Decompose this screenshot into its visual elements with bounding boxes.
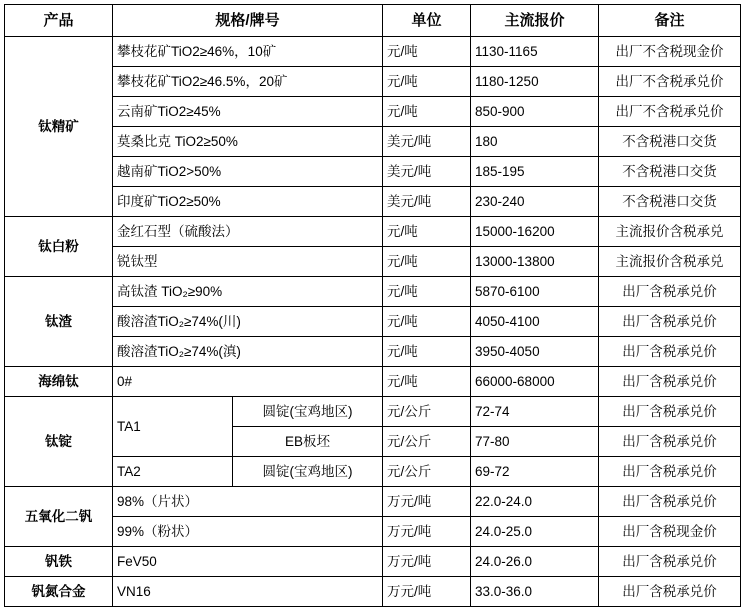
price-cell: 230-240 [471, 187, 599, 217]
spec-cell: EB板坯 [233, 427, 383, 457]
note-cell: 出厂含税现金价 [599, 517, 741, 547]
table-row [5, 577, 741, 607]
unit-cell: 万元/吨 [383, 547, 471, 577]
note-cell: 出厂不含税现金价 [599, 37, 741, 67]
spec-cell: 圆锭(宝鸡地区) [233, 457, 383, 487]
unit-cell: 元/公斤 [383, 457, 471, 487]
price-cell: 69-72 [471, 457, 599, 487]
grade-cell: TA1 [113, 397, 233, 457]
category-cell: 钛锭 [5, 397, 113, 487]
table-row [5, 277, 741, 307]
unit-cell: 元/公斤 [383, 397, 471, 427]
unit-cell: 万元/吨 [383, 487, 471, 517]
unit-cell: 元/吨 [383, 97, 471, 127]
table-row [5, 127, 741, 157]
table-row [5, 337, 741, 367]
note-cell: 不含税港口交货 [599, 187, 741, 217]
note-cell: 出厂含税承兑价 [599, 307, 741, 337]
category-cell: 海绵钛 [5, 367, 113, 397]
header-product: 产品 [5, 5, 113, 37]
unit-cell: 元/吨 [383, 67, 471, 97]
table-row [5, 547, 741, 577]
spec-cell: 莫桑比克 TiO2≥50% [113, 127, 383, 157]
spec-cell: 越南矿TiO2>50% [113, 157, 383, 187]
unit-cell: 元/吨 [383, 247, 471, 277]
category-cell: 钛精矿 [5, 37, 113, 217]
spec-cell: 0# [113, 367, 383, 397]
table-row [5, 67, 741, 97]
header-price: 主流报价 [471, 5, 599, 37]
spec-cell: 酸溶渣TiO₂≥74%(滇) [113, 337, 383, 367]
note-cell: 出厂含税承兑价 [599, 547, 741, 577]
table-row [5, 517, 741, 547]
table-row [5, 367, 741, 397]
table-row [5, 247, 741, 277]
unit-cell: 万元/吨 [383, 577, 471, 607]
unit-cell: 元/吨 [383, 337, 471, 367]
price-cell: 850-900 [471, 97, 599, 127]
price-cell: 5870-6100 [471, 277, 599, 307]
note-cell: 不含税港口交货 [599, 157, 741, 187]
price-cell: 185-195 [471, 157, 599, 187]
note-cell: 主流报价含税承兑 [599, 217, 741, 247]
category-cell: 钒铁 [5, 547, 113, 577]
note-cell: 不含税港口交货 [599, 127, 741, 157]
category-cell: 钛白粉 [5, 217, 113, 277]
note-cell: 出厂含税承兑价 [599, 577, 741, 607]
spec-cell: 圆锭(宝鸡地区) [233, 397, 383, 427]
note-cell: 主流报价含税承兑 [599, 247, 741, 277]
table-row [5, 217, 741, 247]
spec-cell: 攀枝花矿TiO2≥46%，10矿 [113, 37, 383, 67]
category-cell: 钛渣 [5, 277, 113, 367]
unit-cell: 元/吨 [383, 217, 471, 247]
spec-cell: 印度矿TiO2≥50% [113, 187, 383, 217]
spec-cell: VN16 [113, 577, 383, 607]
note-cell: 出厂含税承兑价 [599, 397, 741, 427]
table-row [5, 97, 741, 127]
spec-cell: 锐钛型 [113, 247, 383, 277]
header-spec: 规格/牌号 [113, 5, 383, 37]
note-cell: 出厂含税承兑价 [599, 487, 741, 517]
category-cell: 五氧化二钒 [5, 487, 113, 547]
spec-cell: 酸溶渣TiO₂≥74%(川) [113, 307, 383, 337]
table-row [5, 157, 741, 187]
price-cell: 24.0-26.0 [471, 547, 599, 577]
unit-cell: 元/吨 [383, 307, 471, 337]
table-body [5, 37, 741, 607]
price-table [4, 4, 741, 607]
unit-cell: 美元/吨 [383, 127, 471, 157]
table-row [5, 487, 741, 517]
table-row [5, 187, 741, 217]
price-cell: 66000-68000 [471, 367, 599, 397]
price-cell: 4050-4100 [471, 307, 599, 337]
unit-cell: 万元/吨 [383, 517, 471, 547]
price-cell: 13000-13800 [471, 247, 599, 277]
note-cell: 出厂含税承兑价 [599, 457, 741, 487]
price-cell: 72-74 [471, 397, 599, 427]
price-cell: 1180-1250 [471, 67, 599, 97]
note-cell: 出厂含税承兑价 [599, 337, 741, 367]
table-row [5, 37, 741, 67]
unit-cell: 元/吨 [383, 277, 471, 307]
price-cell: 15000-16200 [471, 217, 599, 247]
spec-cell: FeV50 [113, 547, 383, 577]
spec-cell: 高钛渣 TiO₂≥90% [113, 277, 383, 307]
grade-cell: TA2 [113, 457, 233, 487]
table-row [5, 307, 741, 337]
note-cell: 出厂不含税承兑价 [599, 67, 741, 97]
table-row [5, 457, 741, 487]
price-cell: 180 [471, 127, 599, 157]
unit-cell: 元/公斤 [383, 427, 471, 457]
header-note: 备注 [599, 5, 741, 37]
spec-cell: 攀枝花矿TiO2≥46.5%，20矿 [113, 67, 383, 97]
price-cell: 22.0-24.0 [471, 487, 599, 517]
spec-cell: 99%（粉状） [113, 517, 383, 547]
table-header-row [5, 5, 741, 37]
note-cell: 出厂含税承兑价 [599, 277, 741, 307]
unit-cell: 元/吨 [383, 37, 471, 67]
spec-cell: 云南矿TiO2≥45% [113, 97, 383, 127]
header-unit: 单位 [383, 5, 471, 37]
table-row [5, 397, 741, 427]
price-cell: 1130-1165 [471, 37, 599, 67]
spec-cell: 金红石型（硫酸法） [113, 217, 383, 247]
unit-cell: 美元/吨 [383, 157, 471, 187]
price-cell: 77-80 [471, 427, 599, 457]
spec-cell: 98%（片状） [113, 487, 383, 517]
price-cell: 24.0-25.0 [471, 517, 599, 547]
price-cell: 3950-4050 [471, 337, 599, 367]
category-cell: 钒氮合金 [5, 577, 113, 607]
price-cell: 33.0-36.0 [471, 577, 599, 607]
note-cell: 出厂不含税承兑价 [599, 97, 741, 127]
note-cell: 出厂含税承兑价 [599, 427, 741, 457]
unit-cell: 元/吨 [383, 367, 471, 397]
unit-cell: 美元/吨 [383, 187, 471, 217]
note-cell: 出厂含税承兑价 [599, 367, 741, 397]
